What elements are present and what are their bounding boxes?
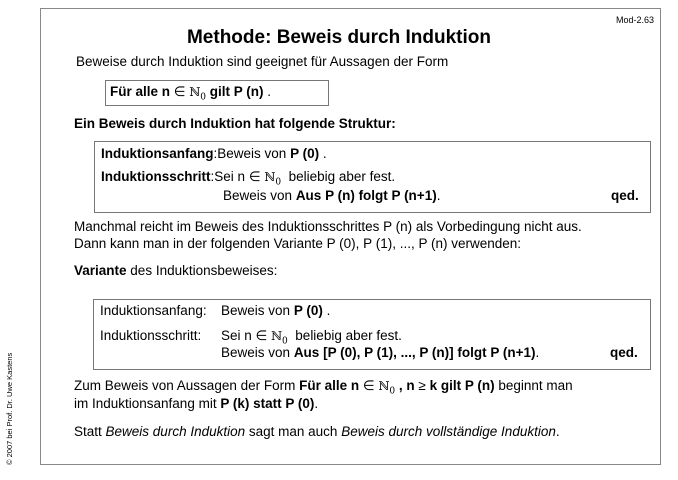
box2-schritt-proof: Beweis von Aus [P (0), P (1), ..., P (n)] folgt P (n+1). xyxy=(221,345,540,360)
slide-id: Mod-2.63 xyxy=(615,15,654,25)
intro-text: Beweise durch Induktion sind geeignet für Aussagen der Form xyxy=(76,54,449,69)
box2-schritt-label: Induktionsschritt: xyxy=(100,328,202,343)
statement-text: Für alle n ∈ ℕ$_0$ gilt P (n) . xyxy=(110,84,272,103)
para3: Statt Beweis durch Induktion sagt man auch Beweis durch vollständige Induktion. xyxy=(74,424,560,439)
box1-schritt-proof: Beweis von Aus P (n) folgt P (n+1). xyxy=(223,188,441,203)
variant-heading: Variante des Induktionsbeweises: xyxy=(74,263,278,278)
para2-line1: Zum Beweis von Aussagen der Form Für alle n ∈ ℕ$_0$ , n ≥ k gilt P (n) beginnt man xyxy=(74,378,573,397)
box1-anfang: Induktionsanfang:Beweis von P (0) . xyxy=(101,146,327,161)
box1-schritt: Induktionsschritt:Sei n ∈ ℕ$_0$ beliebig aber fest. xyxy=(101,169,396,188)
box2-anfang-label: Induktionsanfang: xyxy=(100,303,207,318)
para1-line1: Manchmal reicht im Beweis des Induktionsschrittes P (n) als Vorbedingung nicht aus. xyxy=(74,219,582,234)
box2-qed: qed. xyxy=(610,345,638,360)
copyright-sidebar: © 2007 bei Prof. Dr. Uwe Kastens xyxy=(5,352,14,465)
page-title: Methode: Beweis durch Induktion xyxy=(186,27,491,48)
box2-schritt: Sei n ∈ ℕ$_0$ beliebig aber fest. xyxy=(221,328,402,347)
box1-qed: qed. xyxy=(611,188,639,203)
structure-heading: Ein Beweis durch Induktion hat folgende Struktur: xyxy=(74,116,396,131)
box2-anfang: Beweis von P (0) . xyxy=(221,303,331,318)
para1-line2: Dann kann man in der folgenden Variante P (0), P (1), ..., P (n) verwenden: xyxy=(74,236,522,251)
para2-line2: im Induktionsanfang mit P (k) statt P (0). xyxy=(74,396,319,411)
